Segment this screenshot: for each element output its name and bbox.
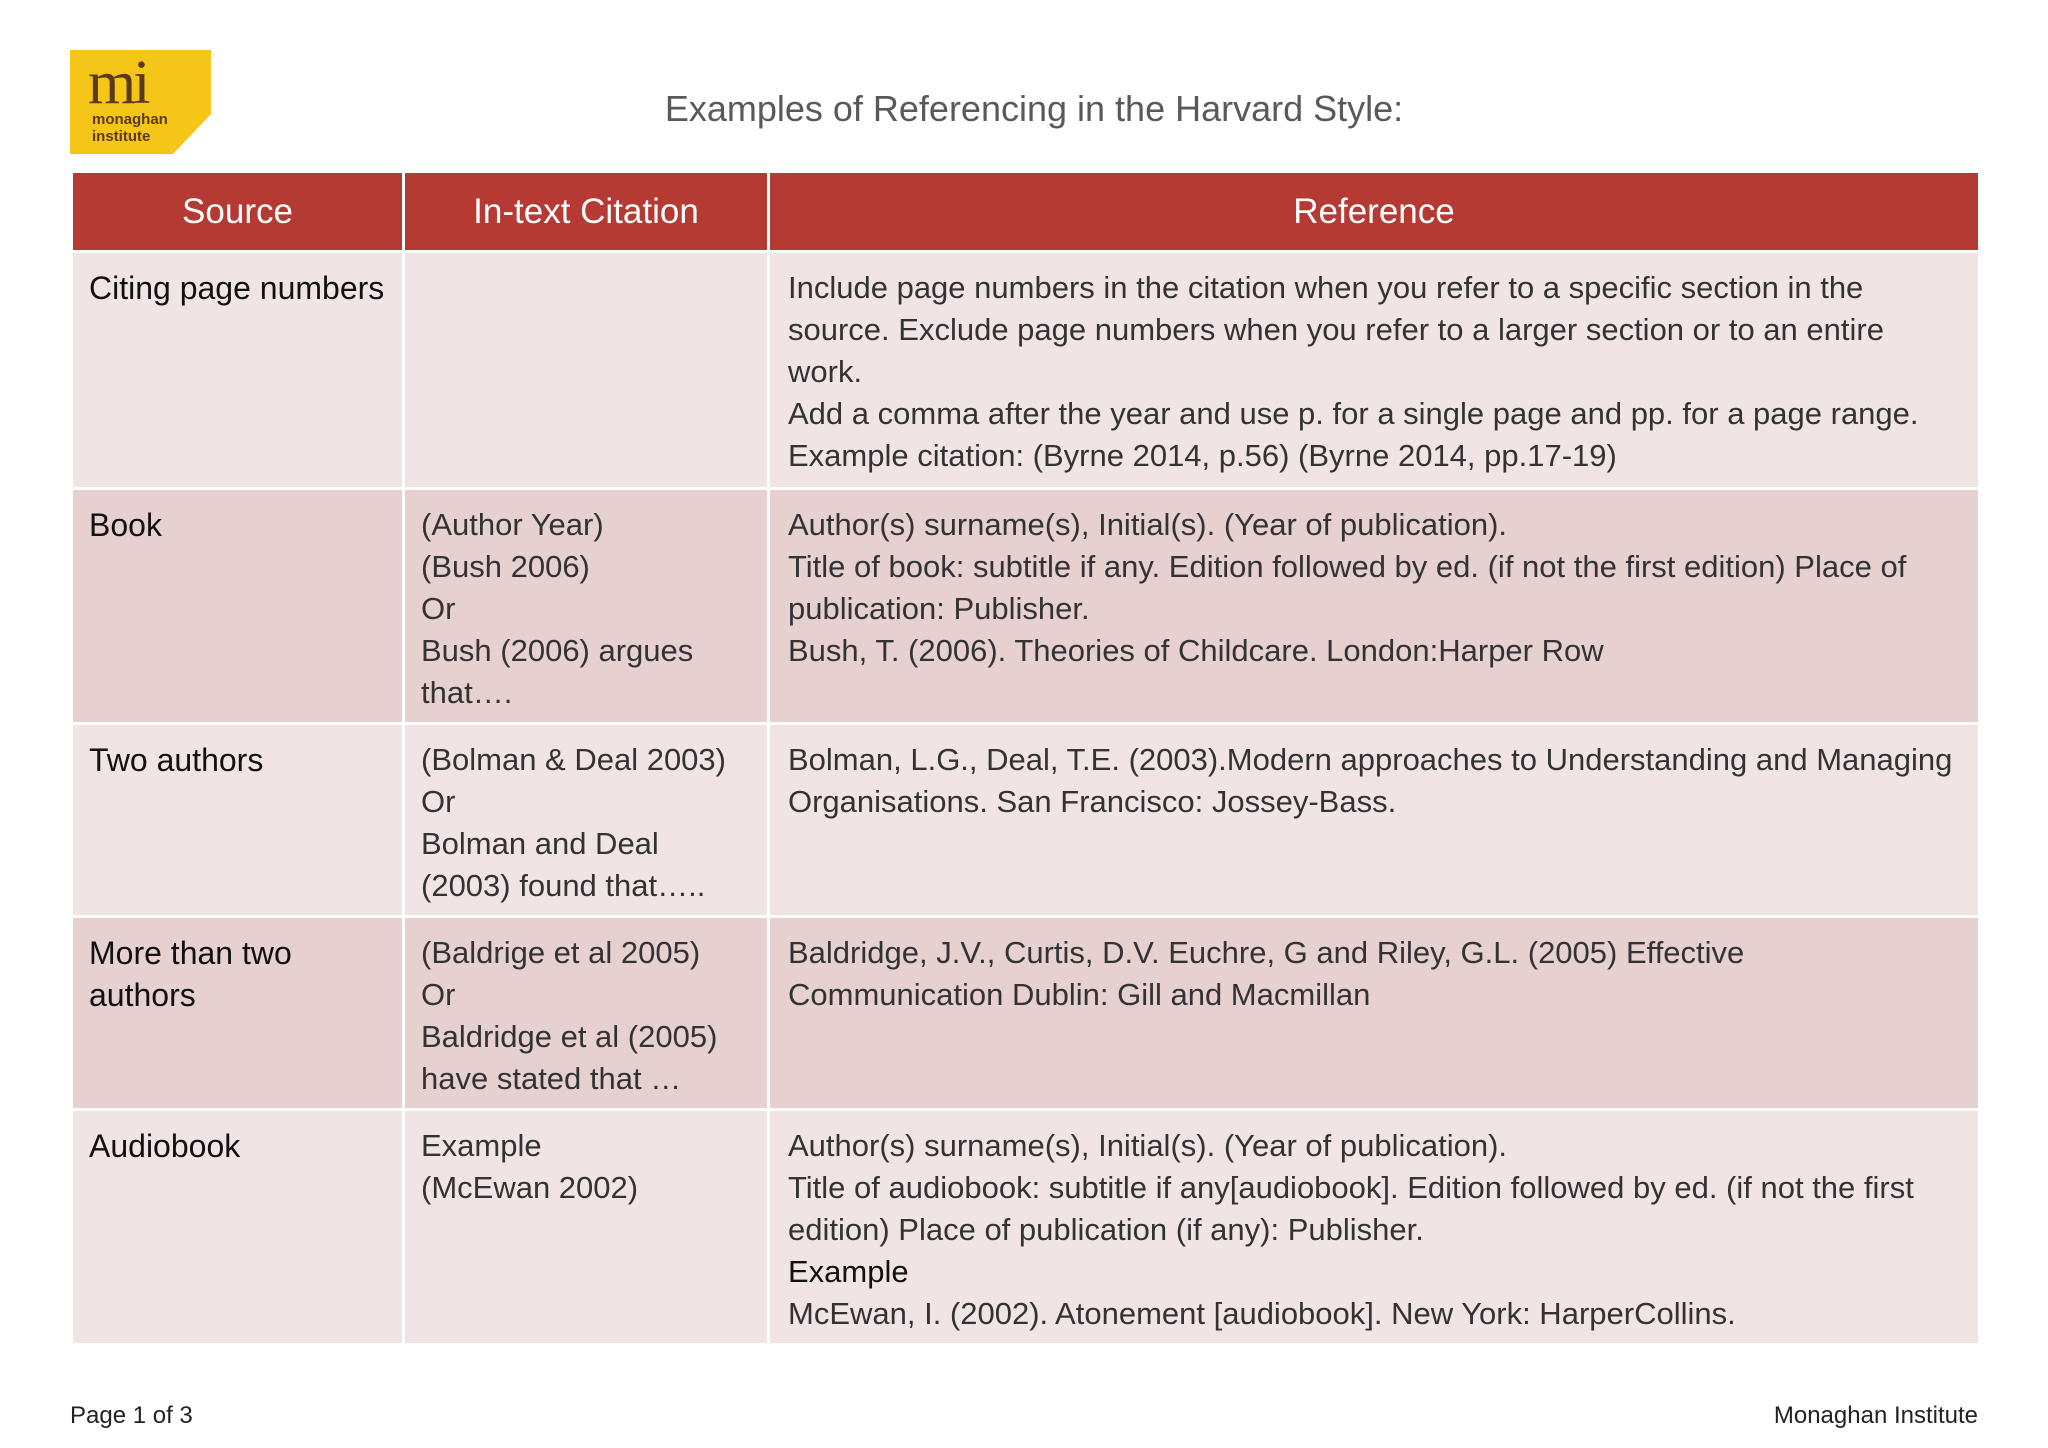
page-number: Page 1 of 3 (70, 1402, 193, 1429)
source-cell (72, 917, 404, 1110)
reference-cell (769, 252, 1980, 489)
citation-line: (Baldrige et al 2005) (421, 935, 701, 970)
table-header-row (72, 172, 1980, 252)
citation-line: Bolman and Deal (2003) found that….. (421, 826, 706, 903)
citation-cell (404, 489, 769, 724)
citation-line: Bush (2006) argues that…. (421, 633, 694, 710)
source-cell (72, 252, 404, 489)
source-line: Citing page numbers (89, 270, 385, 306)
reference-line: Title of book: subtitle if any. Edition followed by ed. (if not the first edition) Place of publication: Publisher. (788, 549, 1907, 626)
table-row (72, 724, 1980, 917)
citation-line: Or (421, 784, 456, 819)
logo-text-line1: monaghan (92, 111, 168, 128)
citation-cell (404, 1110, 769, 1345)
reference-cell (769, 1110, 1980, 1345)
citation-line: (Bush 2006) (421, 549, 590, 584)
reference-line: Author(s) surname(s), Initial(s). (Year of publication). (788, 507, 1508, 542)
table-row (72, 252, 1980, 489)
citation-line: (Bolman & Deal 2003) (421, 742, 726, 777)
citation-line: Or (421, 977, 456, 1012)
citation-cell (404, 724, 769, 917)
citation-cell (404, 252, 769, 489)
header-reference: Reference (769, 172, 1980, 252)
reference-line: Bolman, L.G., Deal, T.E. (2003).Modern approaches to Understanding and Managing Organisations. San Francisco: Jossey-Bass. (788, 742, 1953, 819)
reference-line: Bush, T. (2006). Theories of Childcare. London:Harper Row (788, 633, 1604, 668)
reference-line: Example (788, 1254, 909, 1289)
reference-table (70, 170, 1981, 1346)
table-row (72, 489, 1980, 724)
reference-line: Add a comma after the year and use p. for a single page and pp. for a page range. (788, 396, 1919, 431)
source-cell (72, 1110, 404, 1345)
source-cell (72, 724, 404, 917)
reference-line: Example citation: (Byrne 2014, p.56) (Byrne 2014, pp.17-19) (788, 438, 1617, 473)
logo-mark: mi (88, 49, 148, 117)
reference-cell (769, 489, 1980, 724)
table-body (72, 252, 1980, 1345)
reference-line: Baldridge, J.V., Curtis, D.V. Euchre, G and Riley, G.L. (2005) Effective Communication Dublin: Gill and Macmillan (788, 935, 1745, 1012)
source-cell (72, 489, 404, 724)
citation-line: Example (421, 1128, 542, 1163)
reference-cell (769, 917, 1980, 1110)
citation-cell (404, 917, 769, 1110)
table-row (72, 1110, 1980, 1345)
source-line: More than two authors (89, 935, 292, 1013)
citation-line: Baldridge et al (2005) have stated that … (421, 1019, 718, 1096)
reference-line: Title of audiobook: subtitle if any[audiobook]. Edition followed by ed. (if not the first edition) Place of publication (if any): Publisher. (788, 1170, 1914, 1247)
reference-line: McEwan, I. (2002). Atonement [audiobook]. New York: HarperCollins. (788, 1296, 1736, 1331)
header-source: Source (72, 172, 404, 252)
citation-line: (Author Year) (421, 507, 604, 542)
page-title: Examples of Referencing in the Harvard Style: (664, 88, 1404, 129)
logo-text-line2: institute (92, 128, 151, 145)
citation-line: (McEwan 2002) (421, 1170, 639, 1205)
reference-line: Include page numbers in the citation when you refer to a specific section in the source. Exclude page numbers when you refer to a larger section or to an entire work. (788, 270, 1884, 389)
header-in-text-citation: In-text Citation (404, 172, 769, 252)
table-row (72, 917, 1980, 1110)
source-line: Two authors (89, 742, 264, 778)
reference-cell (769, 724, 1980, 917)
reference-line: Author(s) surname(s), Initial(s). (Year of publication). (788, 1128, 1508, 1163)
source-line: Book (89, 507, 162, 543)
source-line: Audiobook (89, 1128, 241, 1164)
citation-line: Or (421, 591, 456, 626)
footer-organization: Monaghan Institute (1773, 1402, 1978, 1429)
